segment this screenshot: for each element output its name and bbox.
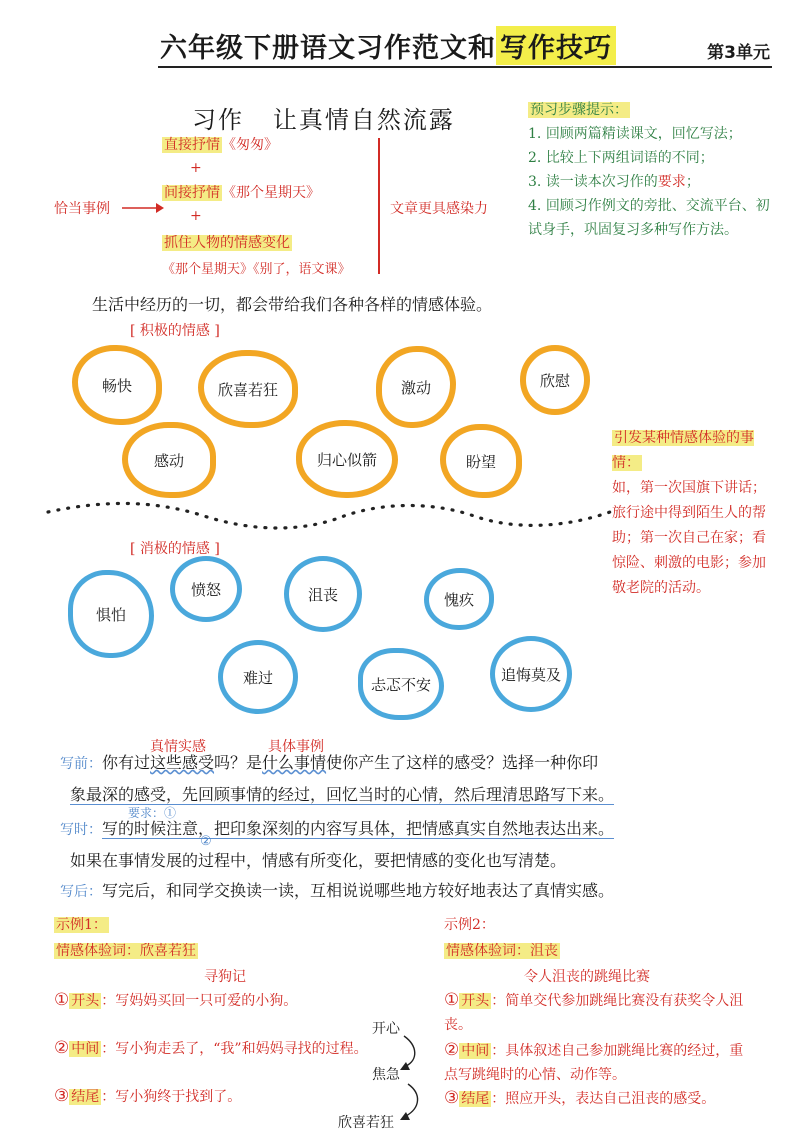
direct-label: 直接抒情	[164, 137, 220, 153]
emotion-happy: 开心	[372, 1021, 400, 1037]
indirect-expression	[162, 182, 320, 202]
preview-item-2: 2. 比较上下两组词语的不同；	[528, 150, 714, 166]
emotion-bubble: 沮丧	[284, 556, 362, 632]
req-before-line1: 写前：你有过这些感受吗？是什么事情使你产生了这样的感受？选择一种你印	[60, 753, 599, 772]
unit-label: 第3单元	[707, 43, 770, 63]
example-1-title: 寻狗记	[204, 969, 246, 985]
positive-label: [ 积极的情感 ]	[130, 323, 220, 339]
emotion-bubble: 欣喜若狂	[198, 350, 298, 428]
essay-title: 习作 让真情自然流露	[192, 106, 455, 134]
preview-item-4: 4. 回顾习作例文的旁批、交流平台、初试身手，巩固复习多种写作方法。	[528, 198, 770, 238]
example-1-label: 示例1：	[56, 917, 107, 933]
left-label: 恰当事例	[54, 201, 110, 217]
example-1-word: 情感体验词：欣喜若狂	[56, 943, 196, 959]
events-box	[612, 426, 774, 601]
emotion-change-label: 抓住人物的情感变化	[164, 235, 290, 251]
plus-2: +	[190, 208, 202, 224]
emotion-bubble: 追悔莫及	[490, 636, 572, 712]
emotion-bubble: 畅快	[72, 345, 162, 425]
preview-item-1: 1. 回顾两篇精读课文，回忆写法；	[528, 126, 742, 142]
divider-wave	[44, 498, 614, 538]
emotion-bubble: 归心似箭	[296, 420, 398, 498]
req-yaoqiu-mark: 要求：①	[128, 806, 177, 820]
indirect-label: 间接抒情	[164, 185, 220, 201]
emotion-change	[162, 232, 292, 252]
example-1-item: ① 开头 ：写妈妈买回一只可爱的小狗。	[54, 990, 298, 1010]
example-1-item: ② 中间 ：写小狗走丢了，“我”和妈妈寻找的过程。	[54, 1038, 368, 1058]
direct-book: 《匆匆》	[222, 137, 278, 153]
header-rule	[158, 66, 772, 68]
annotation-concrete-event: 具体事例	[268, 739, 324, 755]
emotion-bubble: 盼望	[440, 424, 522, 498]
emotion-bubble: 激动	[376, 346, 456, 428]
req-circle-2: ②	[200, 834, 212, 849]
emotion-bubble: 欣慰	[520, 345, 590, 415]
example-2-word: 情感体验词：沮丧	[446, 943, 558, 959]
arrow-to-indirect	[122, 200, 164, 216]
emotion-bubble: 惧怕	[68, 570, 154, 658]
emotion-anxious: 焦急	[372, 1067, 400, 1083]
header-title-highlight: 写作技巧	[496, 26, 616, 65]
emotion-bubble: 愤怒	[170, 556, 242, 622]
brace-line	[378, 138, 380, 274]
emotion-bubble: 忐忑不安	[358, 648, 444, 720]
example-2-title: 令人沮丧的跳绳比赛	[524, 969, 650, 985]
example-1-item: ③ 结尾 ：写小狗终于找到了。	[54, 1086, 242, 1106]
emotion-bubble: 愧疚	[424, 568, 494, 630]
page-header	[160, 22, 770, 66]
emotion-change-books: 《那个星期天》《别了，语文课》	[162, 262, 351, 277]
example-2-label: 示例2：	[444, 917, 495, 933]
indirect-book: 《那个星期天》	[222, 185, 320, 201]
plus-1: +	[190, 160, 202, 176]
req-before-line2: 象最深的感受，先回顾事情的经过，回忆当时的心情，然后理清思路写下来。	[70, 785, 615, 804]
negative-label: [ 消极的情感 ]	[130, 541, 220, 557]
example-2-item: ③ 结尾 ：照应开头，表达自己沮丧的感受。	[444, 1088, 716, 1108]
emotion-bubble: 难过	[218, 640, 298, 714]
req-during-line1: 写时：写的时候注意，把印象深刻的内容写具体，把情感真实自然地表达出来。	[60, 819, 615, 838]
emotion-bubble: 感动	[122, 422, 216, 498]
req-during-line2: 如果在事情发展的过程中，情感有所变化，要把情感的变化也写清楚。	[70, 851, 567, 870]
example-2-item: ① 开头 ：简单交代参加跳绳比赛没有获奖令人沮丧。	[444, 990, 744, 1033]
emotion-ecstatic: 欣喜若狂	[338, 1115, 394, 1131]
intro-sentence: 生活中经历的一切，都会带给我们各种各样的情感体验。	[92, 295, 493, 314]
direct-expression	[162, 134, 278, 154]
events-body: 如，第一次国旗下讲话；旅行途中得到陌生人的帮助；第一次自己在家；看惊险、刺激的电影；参加敬老院的活动。	[612, 480, 766, 596]
preview-steps	[528, 98, 772, 242]
emotion-arrows	[384, 1026, 424, 1126]
preview-title: 预习步骤提示：	[530, 102, 628, 118]
annotation-true-feeling: 真情实感	[150, 739, 206, 755]
method-diagram	[40, 130, 520, 280]
example-2-item: ② 中间 ：具体叙述自己参加跳绳比赛的经过，重点写跳绳时的心情、动作等。	[444, 1040, 744, 1083]
req-after-line: 写后：写完后，和同学交换读一读，互相说说哪些地方较好地表达了真情实感。	[60, 881, 615, 900]
events-title: 引发某种情感体验的事情：	[612, 430, 754, 471]
right-label: 文章更具感染力	[390, 201, 488, 217]
header-title: 六年级下册语文习作范文和	[160, 33, 496, 64]
preview-item-3: 3. 读一读本次习作的要求；	[528, 174, 700, 190]
